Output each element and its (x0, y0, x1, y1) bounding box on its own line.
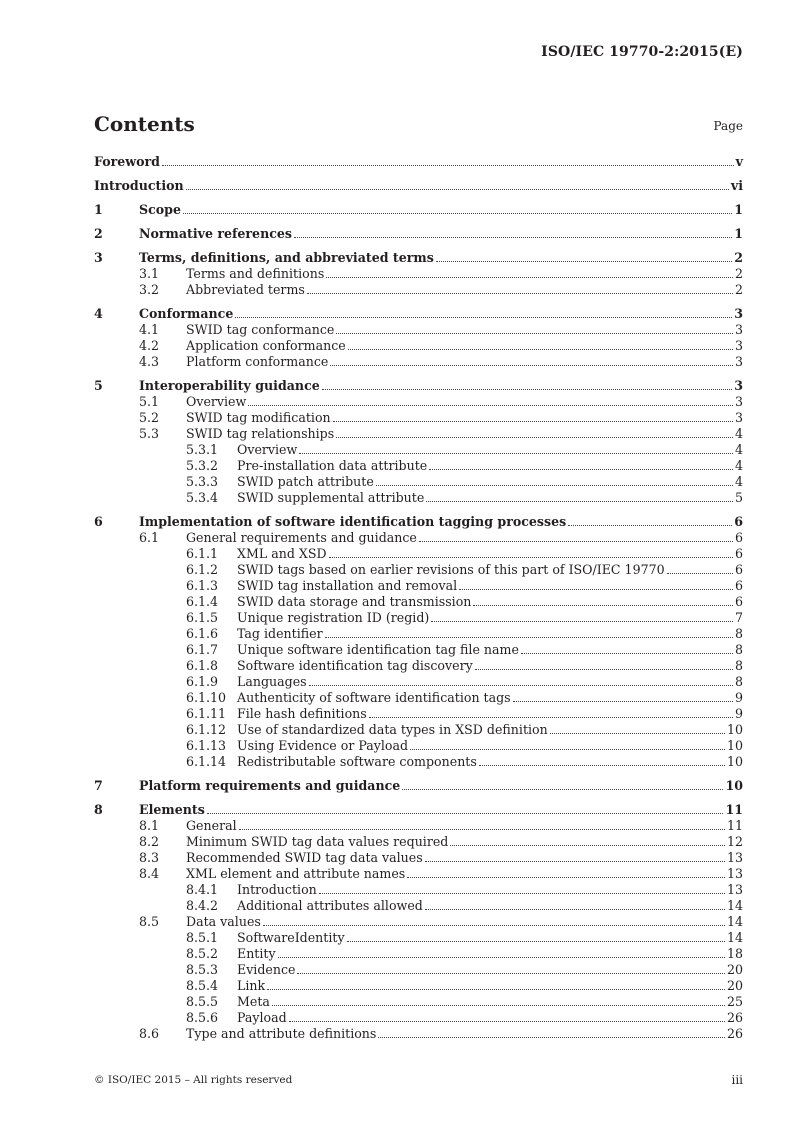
toc-entry-page: 26 (726, 1026, 743, 1041)
toc-entry-page: 1 (734, 226, 743, 241)
toc-entry-page: 3 (734, 378, 743, 393)
toc-entry-title: Abbreviated terms (186, 282, 305, 297)
toc-dot-leader (550, 722, 725, 734)
toc-entry-number: 8.5.2 (186, 946, 219, 961)
toc-entry[interactable] (94, 154, 743, 170)
toc-entry-page: 6 (734, 594, 743, 609)
toc-entry-title: Platform requirements and guidance (139, 778, 401, 793)
toc-entry-title: Unique registration ID (regid) (237, 610, 430, 625)
toc-entry-number: 5.3.4 (186, 490, 219, 505)
toc-entry-number: 6.1 (139, 530, 160, 545)
toc-entry-number: 5 (94, 378, 103, 393)
toc-dot-leader (667, 562, 733, 574)
toc-dot-leader (319, 882, 725, 894)
toc-entry-title: Languages (237, 674, 307, 689)
toc-entry-number: 3 (94, 250, 103, 265)
toc-entry[interactable] (94, 850, 743, 866)
toc-entry-number: 6.1.7 (186, 642, 219, 657)
toc-entry-number: 8.4.1 (186, 882, 219, 897)
toc-dot-leader (267, 978, 725, 990)
toc-dot-leader (186, 178, 729, 190)
toc-dot-leader (479, 754, 725, 766)
toc-dot-leader (376, 474, 733, 486)
toc-entry-title: Using Evidence or Payload (237, 738, 409, 753)
toc-entry[interactable] (94, 410, 743, 426)
toc-dot-leader (326, 266, 733, 278)
toc-entry-title: Payload (237, 1010, 287, 1025)
toc-entry[interactable] (94, 642, 743, 658)
toc-entry[interactable] (94, 514, 743, 530)
toc-dot-leader (239, 818, 725, 830)
toc-entry-title: SWID tag conformance (186, 322, 335, 337)
toc-entry-number: 8.5.3 (186, 962, 219, 977)
toc-entry[interactable] (94, 202, 743, 218)
toc-entry-page: 13 (726, 866, 743, 881)
toc-entry-title: XML and XSD (237, 546, 327, 561)
toc-entry[interactable] (94, 250, 743, 266)
toc-entry-page: 6 (734, 514, 743, 529)
toc-entry[interactable] (94, 338, 743, 354)
toc-entry-title: SWID tag installation and removal (237, 578, 458, 593)
toc-entry[interactable] (94, 994, 743, 1010)
toc-entry-title: Authenticity of software identification tags (237, 690, 511, 705)
toc-entry-page: 2 (734, 266, 743, 281)
toc-entry-page: 10 (726, 738, 743, 753)
toc-entry-number: 6.1.2 (186, 562, 219, 577)
toc-entry-title: Tag identifier (237, 626, 323, 641)
toc-entry-title: General requirements and guidance (186, 530, 417, 545)
toc-entry[interactable] (94, 882, 743, 898)
toc-entry-number: 6.1.9 (186, 674, 219, 689)
toc-dot-leader (207, 802, 724, 814)
toc-entry-page: 3 (734, 354, 743, 369)
toc-entry-number: 5.1 (139, 394, 160, 409)
toc-entry[interactable] (94, 946, 743, 962)
toc-entry-number: 6.1.5 (186, 610, 219, 625)
toc-entry-number: 8.4 (139, 866, 160, 881)
toc-dot-leader (513, 690, 733, 702)
toc-entry-number: 5.3 (139, 426, 160, 441)
toc-entry[interactable] (94, 442, 743, 458)
toc-entry[interactable] (94, 282, 743, 298)
toc-entry-page: 1 (734, 202, 743, 217)
toc-entry[interactable] (94, 674, 743, 690)
toc-entry-title: SoftwareIdentity (237, 930, 345, 945)
toc-entry[interactable] (94, 930, 743, 946)
toc-entry-page: 4 (734, 458, 743, 473)
toc-entry-number: 6.1.14 (186, 754, 227, 769)
toc-entry-title: Normative references (139, 226, 293, 241)
document-standard-header: ISO/IEC 19770-2:2015(E) (541, 44, 743, 60)
toc-entry-title: Meta (237, 994, 270, 1009)
toc-entry-page: 5 (734, 490, 743, 505)
toc-entry[interactable] (94, 378, 743, 394)
toc-entry-number: 2 (94, 226, 103, 241)
toc-entry[interactable] (94, 266, 743, 282)
toc-entry-page: 25 (726, 994, 743, 1009)
toc-dot-leader (183, 202, 732, 214)
toc-entry-title: Scope (139, 202, 181, 217)
toc-entry-title: Software identification tag discovery (237, 658, 473, 673)
toc-entry-title: Type and attribute definitions (186, 1026, 377, 1041)
toc-entry-title: Conformance (139, 306, 234, 321)
toc-entry[interactable] (94, 818, 743, 834)
toc-entry[interactable] (94, 226, 743, 242)
toc-dot-leader (459, 578, 733, 590)
toc-dot-leader (429, 458, 733, 470)
toc-entry[interactable] (94, 754, 743, 770)
toc-entry-number: 5.3.2 (186, 458, 219, 473)
toc-entry-page: 8 (734, 658, 743, 673)
toc-dot-leader (425, 898, 725, 910)
toc-entry[interactable] (94, 322, 743, 338)
footer-copyright: © ISO/IEC 2015 – All rights reserved (94, 1074, 293, 1086)
toc-entry-number: 8 (94, 802, 103, 817)
toc-entry-number: 5.2 (139, 410, 160, 425)
toc-dot-leader (330, 354, 733, 366)
toc-dot-leader (410, 738, 725, 750)
toc-entry-title: Interoperability guidance (139, 378, 320, 393)
toc-entry-title: Elements (139, 802, 205, 817)
toc-dot-leader (347, 930, 725, 942)
toc-entry-title: Unique software identification tag file name (237, 642, 519, 657)
toc-entry-number: 6.1.6 (186, 626, 219, 641)
toc-entry-page: 3 (734, 338, 743, 353)
toc-entry-title: Implementation of software identification tagging processes (139, 514, 567, 529)
toc-entry[interactable] (94, 394, 743, 410)
toc-dot-leader (436, 250, 732, 262)
toc-entry-page: 2 (734, 250, 743, 265)
toc-dot-leader (333, 410, 733, 422)
table-of-contents (94, 154, 743, 1042)
toc-dot-leader (297, 962, 725, 974)
toc-entry-page: 13 (726, 882, 743, 897)
toc-entry-number: 3.2 (139, 282, 160, 297)
toc-entry[interactable] (94, 722, 743, 738)
toc-entry-page: 20 (726, 962, 743, 977)
toc-entry-page: 4 (734, 474, 743, 489)
toc-entry-page: 2 (734, 282, 743, 297)
toc-entry[interactable] (94, 1026, 743, 1042)
toc-dot-leader (263, 914, 725, 926)
toc-dot-leader (235, 306, 732, 318)
toc-dot-leader (425, 850, 725, 862)
toc-entry-page: 14 (726, 930, 743, 945)
toc-dot-leader (473, 594, 733, 606)
toc-entry-number: 3.1 (139, 266, 160, 281)
toc-entry-page: 8 (734, 626, 743, 641)
toc-entry-page: 14 (726, 898, 743, 913)
toc-entry[interactable] (94, 706, 743, 722)
toc-entry[interactable] (94, 562, 743, 578)
toc-entry-title: SWID tag modification (186, 410, 331, 425)
toc-entry[interactable] (94, 1010, 743, 1026)
toc-entry-number: 5.3.3 (186, 474, 219, 489)
page-title: Contents (94, 112, 195, 136)
toc-dot-leader (336, 426, 733, 438)
toc-entry-title: General (186, 818, 237, 833)
toc-entry-title: Application conformance (186, 338, 346, 353)
toc-entry[interactable] (94, 778, 743, 794)
toc-entry[interactable] (94, 354, 743, 370)
toc-entry-title: SWID data storage and transmission (237, 594, 472, 609)
toc-entry-title: Additional attributes allowed (237, 898, 423, 913)
toc-entry[interactable] (94, 802, 743, 818)
toc-entry[interactable] (94, 626, 743, 642)
toc-entry-page: 11 (725, 802, 743, 817)
toc-entry-number: 8.5.4 (186, 978, 219, 993)
toc-entry-number: 4.2 (139, 338, 160, 353)
toc-entry-page: 20 (726, 978, 743, 993)
toc-entry-page: v (735, 154, 743, 169)
toc-entry-page: 8 (734, 674, 743, 689)
toc-entry-number: 4.1 (139, 322, 160, 337)
toc-entry-number: 6.1.4 (186, 594, 219, 609)
toc-entry-number: 7 (94, 778, 103, 793)
toc-entry-number: 6.1.11 (186, 706, 227, 721)
toc-entry-number: 6.1.1 (186, 546, 219, 561)
toc-entry-page: 14 (726, 914, 743, 929)
toc-entry-page: 3 (734, 410, 743, 425)
toc-entry-number: 8.3 (139, 850, 160, 865)
toc-entry-number: 8.4.2 (186, 898, 219, 913)
toc-entry[interactable] (94, 610, 743, 626)
toc-dot-leader (289, 1010, 725, 1022)
toc-entry-page: 6 (734, 530, 743, 545)
toc-entry-page: 9 (734, 706, 743, 721)
toc-entry-title: Minimum SWID tag data values required (186, 834, 449, 849)
toc-entry-title: Redistributable software components (237, 754, 477, 769)
toc-dot-leader (322, 378, 732, 390)
toc-entry-title: Overview (186, 394, 247, 409)
footer-page-number: iii (731, 1073, 743, 1087)
toc-entry-title: SWID tags based on earlier revisions of this part of ISO/IEC 19770 (237, 562, 665, 577)
toc-entry-title: File hash definitions (237, 706, 367, 721)
toc-dot-leader (325, 626, 733, 638)
toc-entry-number: 6.1.10 (186, 690, 227, 705)
toc-entry-page: vi (730, 178, 743, 193)
toc-dot-leader (336, 322, 733, 334)
toc-entry[interactable] (94, 978, 743, 994)
toc-entry-number: 1 (94, 202, 103, 217)
toc-dot-leader (369, 706, 733, 718)
toc-entry-number: 6.1.8 (186, 658, 219, 673)
toc-entry-page: 11 (726, 818, 743, 833)
toc-dot-leader (426, 490, 733, 502)
toc-dot-leader (378, 1026, 725, 1038)
toc-dot-leader (568, 514, 732, 526)
toc-entry-number: 6.1.13 (186, 738, 227, 753)
toc-dot-leader (278, 946, 725, 958)
toc-entry-number: 6 (94, 514, 103, 529)
toc-entry-title: Introduction (94, 178, 184, 193)
toc-entry-title: SWID tag relationships (186, 426, 335, 441)
toc-entry-title: SWID supplemental attribute (237, 490, 425, 505)
toc-entry-title: SWID patch attribute (237, 474, 374, 489)
toc-entry-title: Entity (237, 946, 276, 961)
toc-entry-number: 6.1.12 (186, 722, 227, 737)
toc-entry-page: 13 (726, 850, 743, 865)
toc-entry-title: Recommended SWID tag data values (186, 850, 423, 865)
toc-entry-page: 9 (734, 690, 743, 705)
toc-entry-number: 4 (94, 306, 103, 321)
toc-entry-page: 10 (725, 778, 743, 793)
toc-entry-number: 8.5.5 (186, 994, 219, 1009)
toc-entry-number: 5.3.1 (186, 442, 219, 457)
toc-entry[interactable] (94, 962, 743, 978)
toc-entry-title: Platform conformance (186, 354, 329, 369)
toc-entry-page: 8 (734, 642, 743, 657)
toc-entry-number: 8.5.6 (186, 1010, 219, 1025)
toc-entry[interactable] (94, 738, 743, 754)
toc-entry-number: 4.3 (139, 354, 160, 369)
toc-dot-leader (294, 226, 732, 238)
toc-entry-page: 7 (734, 610, 743, 625)
toc-entry[interactable] (94, 490, 743, 506)
toc-entry-page: 26 (726, 1010, 743, 1025)
toc-entry[interactable] (94, 474, 743, 490)
toc-dot-leader (407, 866, 725, 878)
toc-dot-leader (329, 546, 733, 558)
toc-dot-leader (299, 442, 733, 454)
toc-entry[interactable] (94, 866, 743, 882)
toc-dot-leader (475, 658, 733, 670)
toc-entry[interactable] (94, 178, 743, 194)
toc-entry-page: 4 (734, 426, 743, 441)
toc-dot-leader (248, 394, 733, 406)
toc-entry-title: Data values (186, 914, 261, 929)
toc-dot-leader (272, 994, 725, 1006)
toc-entry[interactable] (94, 546, 743, 562)
toc-entry-page: 6 (734, 578, 743, 593)
toc-entry-number: 8.2 (139, 834, 160, 849)
toc-entry[interactable] (94, 578, 743, 594)
page-column-label: Page (713, 119, 743, 133)
toc-entry-title: Evidence (237, 962, 296, 977)
toc-entry-number: 8.5 (139, 914, 160, 929)
toc-entry-title: Link (237, 978, 266, 993)
toc-dot-leader (402, 778, 723, 790)
toc-dot-leader (450, 834, 725, 846)
toc-entry-title: Use of standardized data types in XSD definition (237, 722, 548, 737)
toc-entry[interactable] (94, 914, 743, 930)
toc-entry-number: 8.5.1 (186, 930, 219, 945)
toc-dot-leader (419, 530, 733, 542)
toc-entry[interactable] (94, 834, 743, 850)
toc-entry-title: Terms, definitions, and abbreviated terms (139, 250, 434, 265)
toc-dot-leader (307, 282, 733, 294)
toc-entry-page: 12 (726, 834, 743, 849)
toc-entry[interactable] (94, 594, 743, 610)
toc-entry-title: XML element and attribute names (186, 866, 406, 881)
toc-entry-page: 3 (734, 322, 743, 337)
toc-entry-page: 10 (726, 754, 743, 769)
toc-entry-page: 18 (726, 946, 743, 961)
toc-entry-title: Terms and definitions (186, 266, 325, 281)
toc-entry-page: 10 (726, 722, 743, 737)
toc-dot-leader (162, 154, 734, 166)
toc-entry-title: Foreword (94, 154, 160, 169)
toc-entry-title: Overview (237, 442, 298, 457)
toc-dot-leader (521, 642, 733, 654)
toc-entry[interactable] (94, 426, 743, 442)
toc-entry-title: Pre-installation data attribute (237, 458, 428, 473)
toc-entry-title: Introduction (237, 882, 317, 897)
toc-entry[interactable] (94, 530, 743, 546)
toc-dot-leader (431, 610, 733, 622)
toc-entry[interactable] (94, 898, 743, 914)
toc-entry[interactable] (94, 306, 743, 322)
toc-entry[interactable] (94, 458, 743, 474)
toc-entry[interactable] (94, 690, 743, 706)
toc-entry-page: 4 (734, 442, 743, 457)
toc-entry-number: 8.6 (139, 1026, 160, 1041)
toc-entry-page: 3 (734, 394, 743, 409)
toc-entry-page: 3 (734, 306, 743, 321)
toc-entry-page: 6 (734, 562, 743, 577)
toc-entry[interactable] (94, 658, 743, 674)
toc-entry-number: 6.1.3 (186, 578, 219, 593)
toc-entry-page: 6 (734, 546, 743, 561)
toc-dot-leader (348, 338, 733, 350)
toc-dot-leader (309, 674, 733, 686)
toc-entry-number: 8.1 (139, 818, 160, 833)
